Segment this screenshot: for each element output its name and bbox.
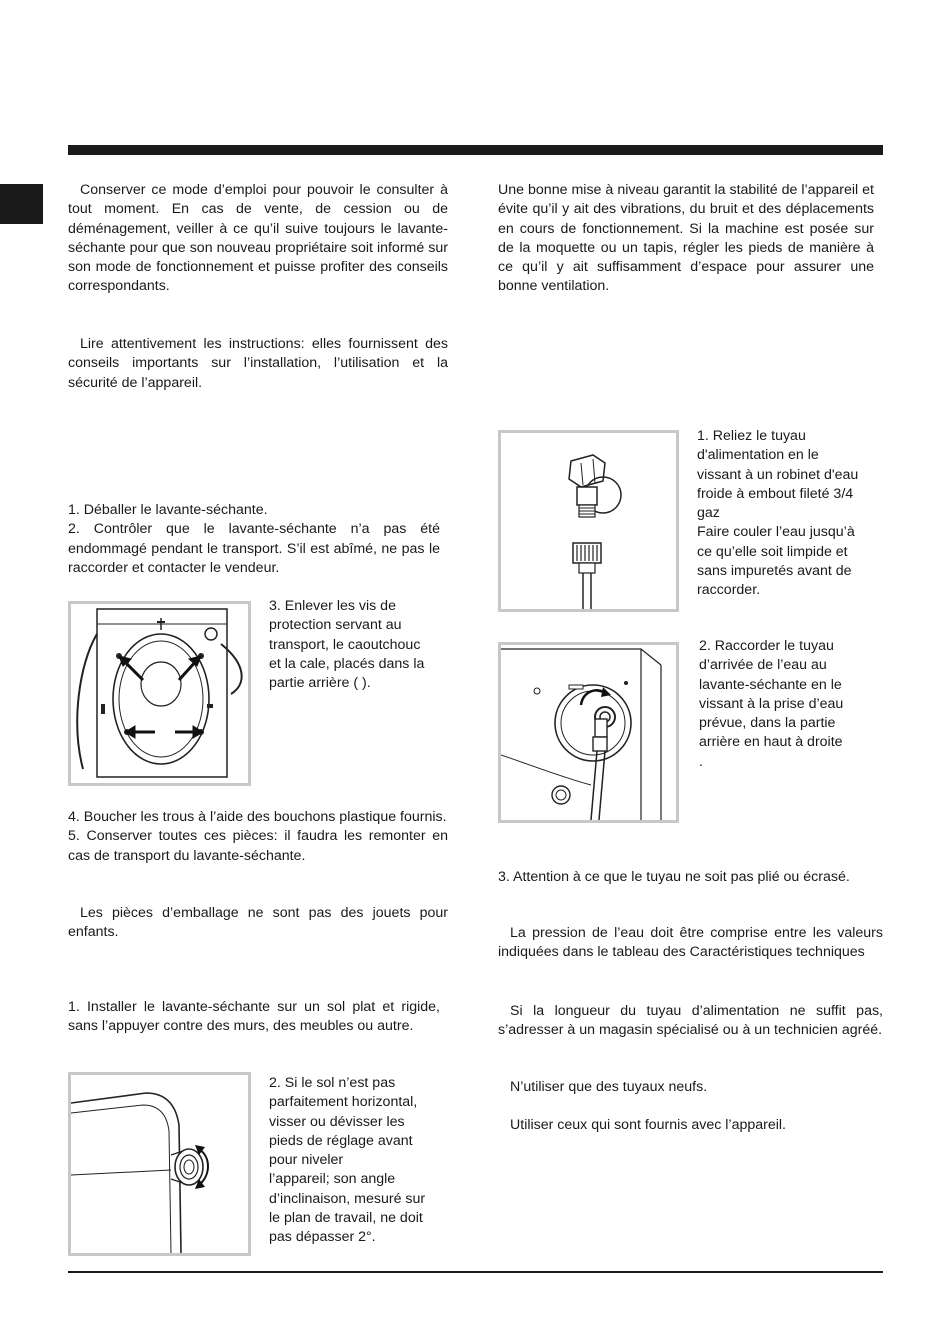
supplied-hoses-note: Utiliser ceux qui sont fournis avec l’appareil. xyxy=(510,1117,786,1133)
adjustable-foot-illustration xyxy=(71,1075,248,1253)
water-tap-figure xyxy=(498,430,679,612)
bottom-rule xyxy=(68,1271,883,1273)
unpack-step-2: 2. Contrôler que le lavante-séchante n’a pas été endommagé pendant le transport. S’il est abîmé, ne pas le raccorder et contacter le vendeur. xyxy=(68,521,440,576)
packaging-warning: Les pièces d’emballage ne sont pas des jouets pour enfants. xyxy=(68,905,448,941)
water-inlet-illustration xyxy=(501,645,676,820)
unpack-step-1: 1. Déballer le lavante-séchante. xyxy=(68,502,268,518)
unpacking-steps xyxy=(68,501,440,578)
water-step-3: 3. Attention à ce que le tuyau ne soit pas plié ou écrasé. xyxy=(498,869,850,885)
stability-paragraph: Une bonne mise à niveau garantit la stabilité de l’appareil et évite qu’il y ait des vibrations, du bruit et des déplacements en cours de fonctionnement. Si la machine est posée sur de la moquette ou un tapis, régler les pieds de manière à ce qu’il y ait suffisamment d’espace pour assurer une bonne ventilation. xyxy=(498,182,874,295)
top-rule xyxy=(68,145,883,155)
remove-screws-step: 3. Enlever les vis de protection servant au transport, le caoutchouc et la cale, placés dans la partie arrière ( ). xyxy=(269,598,425,692)
unpack-step-5: 5. Conserver toutes ces pièces: il faudra les remonter en cas de transport du lavante-séchante. xyxy=(68,828,448,864)
new-hoses-note: N’utiliser que des tuyaux neufs. xyxy=(510,1079,708,1095)
hose-length-note: Si la longueur du tuyau d’alimentation ne suffit pas, s’adresser à un magasin spécialisé ou à un technicien agréé. xyxy=(498,1003,883,1039)
water-tap-illustration xyxy=(501,433,676,609)
water-inlet-figure xyxy=(498,642,679,823)
leveling-step-2: 2. Si le sol n’est pas parfaitement horizontal, visser ou dévisser les pieds de réglage avant pour niveler l’appareil; son angle d’inclinaison, mesuré sur le plan de travail, ne doit pas dépasser 2°. xyxy=(269,1075,426,1246)
adjustable-foot-figure xyxy=(68,1072,251,1256)
pressure-note: La pression de l’eau doit être comprise entre les valeurs indiquées dans le tableau des Caractéristiques techniques xyxy=(498,925,883,961)
unpacking-steps-continued xyxy=(68,808,448,866)
unpack-step-4: 4. Boucher les trous à l’aide des bouchons plastique fournis. xyxy=(68,809,447,825)
water-step-1: 1. Reliez le tuyau d'alimentation en le vissant à un robinet d'eau froide à embout fileté 3/4 gaz Faire couler l’eau jusqu’à ce qu’elle soit limpide et sans impuretés avant de raccorder. xyxy=(697,428,859,599)
water-step-2: 2. Raccorder le tuyau d’arrivée de l’eau au lavante-séchante en le vissant à la prise d’eau prévue, dans la partie arrière en haut à droite . xyxy=(699,638,844,770)
rear-view-illustration xyxy=(71,604,248,783)
language-tab-marker xyxy=(0,184,43,224)
intro-paragraph-2: Lire attentivement les instructions: elles fournissent des conseils importants sur l’installation, l’utilisation et la sécurité de l’appareil. xyxy=(68,336,448,391)
leveling-step-1: 1. Installer le lavante-séchante sur un sol plat et rigide, sans l’appuyer contre des murs, des meubles ou autre. xyxy=(68,999,440,1035)
rear-view-figure xyxy=(68,601,251,786)
intro-paragraph-1: Conserver ce mode d’emploi pour pouvoir le consulter à tout moment. En cas de vente, de cession ou de déménagement, veiller à ce qu’il suive toujours le lavante-séchante pour que son nouveau propriétaire soit informé sur son mode de fonctionnement et puisse profiter des conseils correspondants. xyxy=(68,182,448,295)
